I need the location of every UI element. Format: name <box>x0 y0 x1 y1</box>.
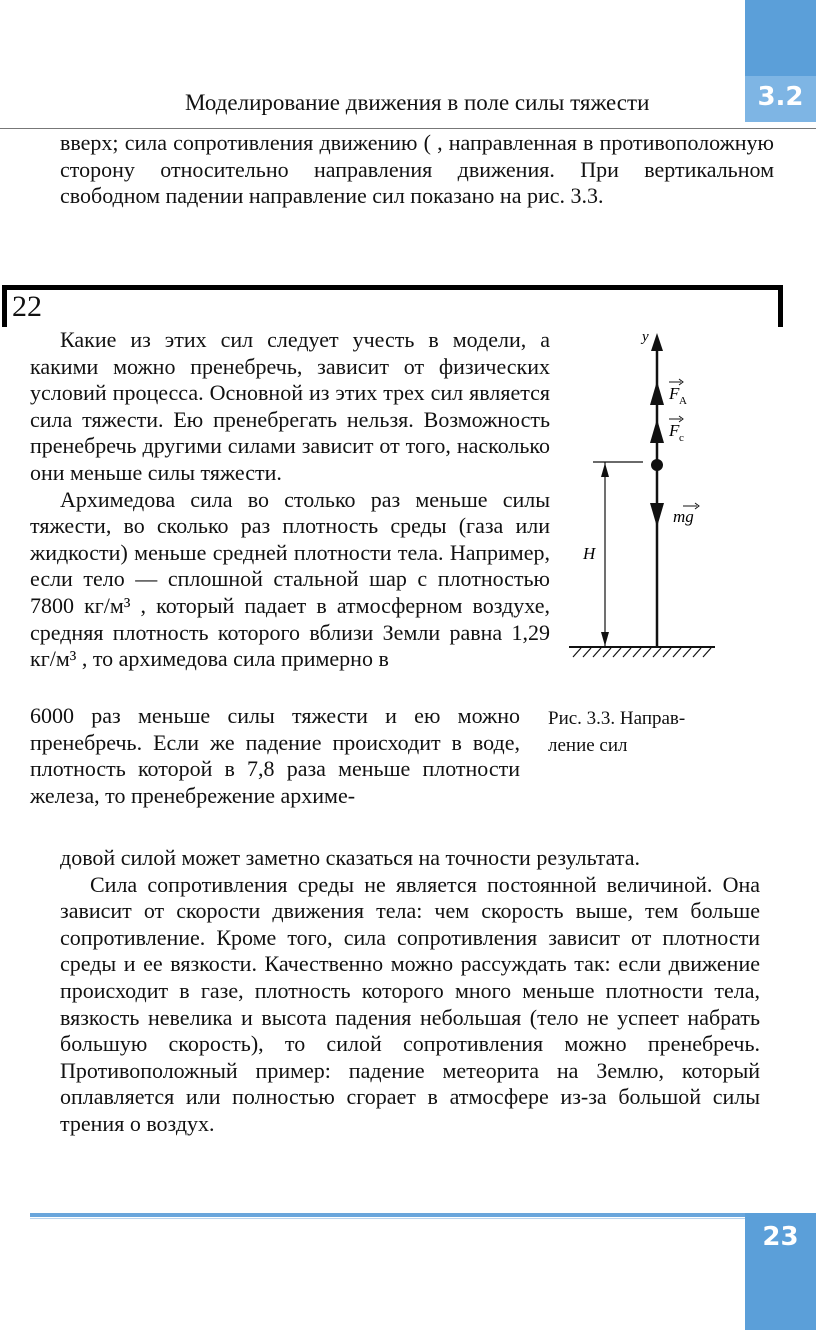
height-arrow-bottom <box>601 632 609 646</box>
boxed-page-number: 22 <box>12 290 42 323</box>
ground-hatching <box>573 648 711 657</box>
svg-text:A: A <box>679 395 687 407</box>
left-column-text <box>30 327 550 673</box>
resistance-force-arrow <box>650 419 664 443</box>
svg-text:F: F <box>669 421 680 440</box>
left-column-continuation <box>30 703 520 809</box>
gravity-force-arrow <box>650 503 664 527</box>
paragraph-text: Какие из этих сил следует учесть в модели, а какими можно пренебречь, зависит от физических условий процесса. Основной из этих трех сил является сила тяжести. Ею пренебрегать нельзя. Возможность пренебречь другими силами зависит от того, насколько они меньше силы тяжести. <box>30 327 550 485</box>
svg-text:mg: mg <box>673 507 694 526</box>
height-label: H <box>583 544 596 563</box>
paragraph-text: вверх; сила сопротивления движению ( , направленная в противоположную сторону относительно направления движения. При вертикальном свободном падении направление сил показано на рис. 3.3. <box>60 130 774 209</box>
paragraph-text: Сила сопротивления среды не является постоянной величиной. Она зависит от скорости движения тела: чем скорость выше, тем больше сопротивление. Кроме того, сила сопротивления зависит от плотности среды и ее вязкости. Качественно можно рассуждать так: если движение происходит в газе, плотность которого много меньше плотности тела, вязкость невелика и высота падения небольшая (тело не успеет набрать большую скорость), то силой сопротивления можно пренебречь. Противоположный пример: падение метеорита на Землю, который оплавляется или полностью сгорает в атмосфере из-за большой силы трения о воздух. <box>60 871 760 1136</box>
archimedes-force-label <box>668 379 687 407</box>
bottom-text <box>60 845 760 1138</box>
svg-text:F: F <box>669 384 680 403</box>
header-rule <box>0 128 816 129</box>
top-paragraph <box>60 130 774 210</box>
figure-caption: Рис. 3.3. Направление сил <box>548 708 686 756</box>
footer-rule-thin <box>30 1218 750 1219</box>
page-number-sidebar <box>745 1213 816 1330</box>
section-tab <box>745 76 816 122</box>
forces-diagram <box>565 325 725 670</box>
section-number: 3.2 <box>757 82 804 112</box>
frame-line <box>778 285 783 327</box>
frame-line <box>2 285 7 327</box>
falling-body <box>651 459 663 471</box>
section-sidebar-top <box>745 0 816 122</box>
resistance-force-label <box>668 416 684 444</box>
running-title: Моделирование движения в поле силы тяжести <box>185 90 650 115</box>
page-number: 23 <box>762 1222 799 1252</box>
paragraph-text: Архимедова сила во столько раз меньше силы тяжести, во сколько раз плотность среды (газа или жидкости) меньше средней плотности тела. Например, если тело — сплошной стальной шар с плотностью 7800 кг/м³ , который падает в атмосферном воздухе, средняя плотность которого вблизи Земли равна 1,29 кг/м³ , то архимедова сила примерно в <box>30 486 550 672</box>
footer-rule <box>30 1213 750 1217</box>
paragraph-text: довой силой может заметно сказаться на точности результата. <box>60 845 641 870</box>
frame-line <box>2 285 782 290</box>
height-arrow-top <box>601 463 609 477</box>
y-axis-label: y <box>642 329 649 345</box>
gravity-force-label <box>673 503 699 526</box>
paragraph-text: 6000 раз меньше силы тяжести и ею можно пренебречь. Если же падение происходит в воде, плотность которой в 7,8 раза меньше плотности железа, то пренебрежение архиме- <box>30 703 520 808</box>
y-axis-arrow <box>651 333 663 351</box>
svg-text:c: c <box>679 432 684 444</box>
archimedes-force-arrow <box>650 381 664 405</box>
page-number-tab <box>745 1213 816 1260</box>
